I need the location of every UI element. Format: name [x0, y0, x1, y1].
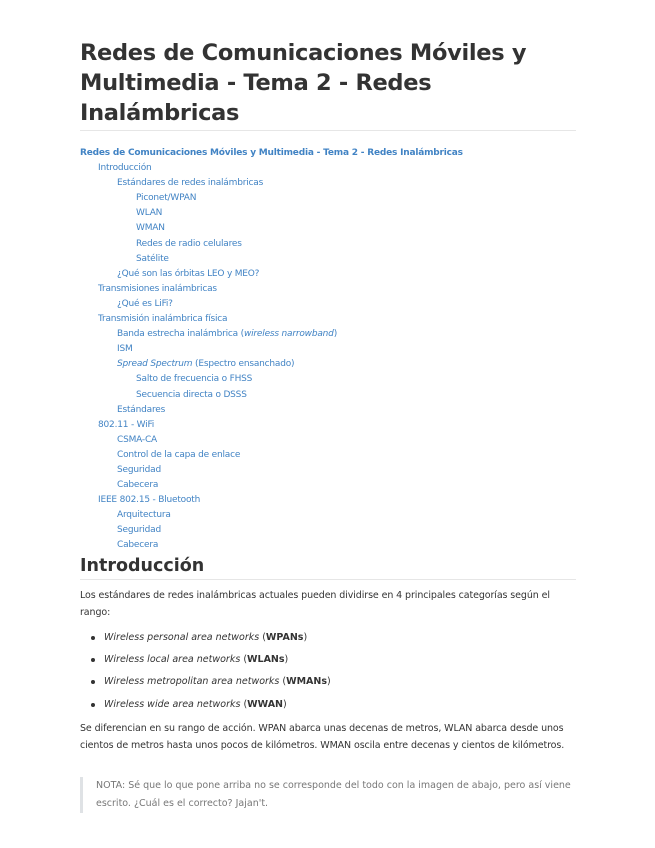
toc-link-label: 802.11 - WiFi — [98, 419, 155, 430]
toc-link[interactable] — [80, 493, 576, 508]
toc-link-label: Redes de radio celulares — [136, 238, 242, 249]
toc-link[interactable] — [80, 523, 576, 538]
toc-link[interactable] — [80, 433, 576, 448]
toc-link-label: Seguridad — [117, 464, 162, 475]
toc-link[interactable] — [80, 312, 576, 327]
toc-link[interactable] — [80, 146, 576, 161]
intro-paragraph: Los estándares de redes inalámbricas actuales pueden dividirse en 4 principales categorías según el rango: — [80, 590, 550, 618]
toc-link-label: Control de la capa de enlace — [117, 449, 241, 460]
table-of-contents — [80, 146, 576, 554]
bullet-icon — [91, 680, 95, 684]
toc-link[interactable] — [80, 237, 576, 252]
category-abbr: WMANs — [286, 676, 328, 688]
toc-link[interactable] — [80, 221, 576, 236]
toc-link-label: Cabecera — [117, 540, 159, 551]
toc-link-label: Redes de Comunicaciones Móviles y Multimedia - Tema 2 - Redes Inalámbricas — [80, 148, 463, 158]
toc-link-label: ¿Qué son las órbitas LEO y MEO? — [117, 268, 260, 279]
bullet-icon — [91, 658, 95, 662]
category-abbr: WLANs — [247, 654, 285, 666]
toc-link[interactable] — [80, 327, 576, 342]
categories-list — [80, 629, 331, 718]
toc-link[interactable] — [80, 538, 576, 553]
toc-link[interactable] — [80, 372, 576, 387]
note-text: NOTA: Sé que lo que pone arriba no se corresponde del todo con la imagen de abajo, pero así viene escrito. ¿Cuál es el correcto? Jajan't. — [96, 780, 571, 809]
toc-link-label: Transmisión inalámbrica física — [98, 314, 228, 325]
bullet-icon — [91, 703, 95, 707]
toc-link-label: Estándares de redes inalámbricas — [117, 178, 264, 189]
toc-link[interactable] — [80, 297, 576, 312]
toc-link-label: ISM — [117, 344, 133, 355]
toc-link[interactable] — [80, 463, 576, 478]
toc-link-italic: wireless narrowband — [243, 329, 334, 340]
toc-link[interactable] — [80, 478, 576, 493]
toc-link-label: Estándares — [117, 404, 166, 415]
section-heading-introduccion: Introducción — [80, 553, 576, 580]
list-item: Wireless local area networks (WLANs) — [80, 651, 331, 673]
toc-link-label: CSMA-CA — [117, 434, 158, 445]
toc-link[interactable] — [80, 206, 576, 221]
toc-link-label: Transmisiones inalámbricas — [98, 283, 217, 294]
category-abbr: WPANs — [265, 632, 304, 643]
category-name: Wireless wide area networks — [104, 698, 241, 710]
toc-link-label: Banda estrecha inalámbrica ( — [117, 329, 244, 340]
category-name: Wireless local area networks — [104, 654, 241, 666]
toc-link-label: ¿Qué es LiFi? — [117, 298, 173, 309]
toc-link[interactable] — [80, 448, 576, 463]
toc-link[interactable] — [80, 161, 576, 176]
toc-link[interactable] — [80, 403, 576, 418]
list-item: Wireless wide area networks (WWAN) — [80, 696, 331, 718]
toc-link-suffix: (Espectro ensanchado) — [192, 359, 295, 370]
toc-link-label: IEEE 802.15 - Bluetooth — [98, 495, 201, 506]
toc-link-italic: Spread Spectrum — [117, 359, 193, 370]
toc-link-suffix: ) — [333, 329, 337, 340]
category-name: Wireless metropolitan area networks — [104, 676, 280, 688]
note-blockquote — [80, 777, 572, 813]
toc-link-label: Seguridad — [117, 525, 162, 536]
category-name: Wireless personal area networks — [104, 632, 260, 643]
toc-link[interactable] — [80, 418, 576, 433]
range-paragraph: Se diferencian en su rango de acción. WPAN abarca unas decenas de metros, WLAN abarca desde unos cientos de metros hasta unos pocos de kilómetros. WMAN oscila entre decenas y cientos de kilómetros. — [80, 723, 565, 751]
toc-link-label: Introducción — [98, 163, 152, 174]
toc-link[interactable] — [80, 508, 576, 523]
toc-link-label: Cabecera — [117, 480, 159, 491]
list-item: Wireless personal area networks (WPANs) — [80, 629, 331, 651]
bullet-icon — [91, 636, 95, 640]
toc-link[interactable] — [80, 342, 576, 357]
toc-link[interactable] — [80, 282, 576, 297]
toc-link[interactable] — [80, 191, 576, 206]
category-abbr: WWAN — [247, 698, 284, 710]
page-title: Redes de Comunicaciones Móviles y Multimedia - Tema 2 - Redes Inalámbricas — [80, 38, 576, 131]
document-page — [80, 0, 576, 809]
toc-link-label: Secuencia directa o DSSS — [136, 389, 247, 400]
toc-link-label: Piconet/WPAN — [136, 193, 197, 204]
toc-link-label: WMAN — [136, 223, 165, 234]
toc-link[interactable] — [80, 357, 576, 372]
list-item: Wireless metropolitan area networks (WMANs) — [80, 673, 331, 695]
toc-link[interactable] — [80, 388, 576, 403]
toc-link[interactable] — [80, 267, 576, 282]
toc-link-label: Arquitectura — [117, 510, 171, 521]
toc-link-label: Salto de frecuencia o FHSS — [136, 374, 253, 385]
toc-link-label: Satélite — [136, 253, 169, 264]
toc-link[interactable] — [80, 252, 576, 267]
toc-link-label: WLAN — [136, 208, 163, 219]
toc-link[interactable] — [80, 176, 576, 191]
